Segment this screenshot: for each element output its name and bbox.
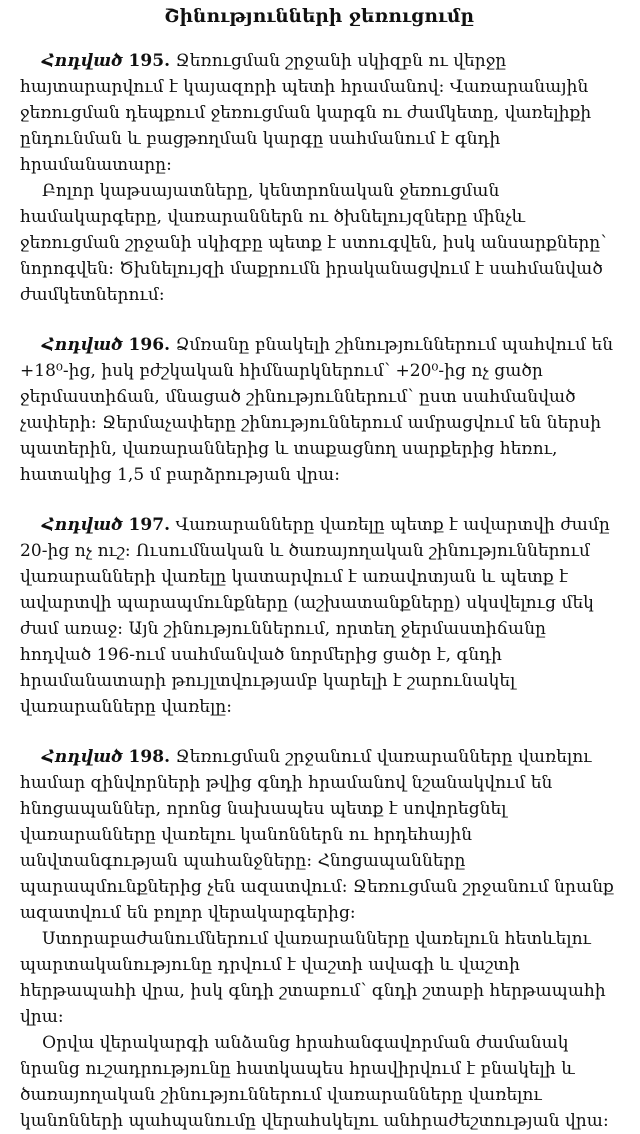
section-title: Շինությունների ջեռուցումը: [164, 6, 474, 27]
article-label: Հոդված: [42, 51, 124, 71]
article-198: [20, 744, 618, 1134]
article-label: Հոդված: [42, 335, 124, 355]
article-195: [20, 48, 618, 308]
article-paragraph: [20, 332, 618, 488]
article-number: 198.: [128, 747, 171, 767]
article-label: Հոդված: [42, 747, 124, 767]
article-number: 196.: [128, 335, 171, 355]
article-paragraph: Բոլոր կաթսայատները, կենտրոնական ջեռուցման համակարգերը, վառարաններն ու ծխնելույզները մինչև ջեռուցման շրջանի սկիզբը պետք է ստուգվեն, իսկ անսարքները՝ նորոգվեն: Ծխնելույզի մաքրումն իրականացվում է սահմանված ժամկետներում:: [20, 181, 607, 305]
article-text: Ջեռուցման շրջանում վառարանները վառելու համար զինվորների թվից գնդի հրամանով նշանակվում են հնոցապաններ, որոնց նախապես պետք է սովորեցնել վառարանները վառելու կանոններն ու հրդեհային անվտանգության պահանջները: Հնոցապանները պարապմունքներից չեն ազատվում: Ջեռուցման շրջանում նրանք ազատվում են բոլոր վերակարգերից:: [20, 747, 614, 923]
article-paragraph: Օրվա վերակարգի անձանց հրահանգավորման ժամանակ նրանց ուշադրությունը հատկապես հրավիրվում է բնակելի և ծառայողական շինություններում վառարանները վառելու կանոնների պահպանումը վերահսկելու անհրաժեշտության վրա:: [20, 1033, 609, 1131]
article-text: Ջեռուցման շրջանի սկիզբն ու վերջը հայտարարվում է կայազորի պետի հրամանով: Վառարանային ջեռուցման դեպքում ջեռուցման կարգն ու ժամկետը, վառելիքի ընդունման և բացթողման կարգը սահմանում է գնդի հրամանատարը:: [20, 51, 592, 175]
article-number: 195.: [128, 51, 171, 71]
article-paragraph: [20, 512, 618, 720]
article-paragraph: [20, 744, 618, 926]
article-197: [20, 512, 618, 720]
article-text: Ձմռանը բնակելի շինություններում պահվում են +18⁰-ից, իսկ բժշկական հիմնարկներում՝ +20⁰-ից ոչ ցածր ջերմաստիճան, մնացած շինություններում՝ ըստ սահմանված չափերի: Ջերմաչափերը շինություններում ամրացվում են ներսի պատերին, վառարաններից և տաքացնող սարքերից հեռու, հատակից 1,5 մ բարձրության վրա:: [20, 335, 614, 485]
article-text: Վառարանները վառելը պետք է ավարտվի ժամը 20-ից ոչ ուշ: Ուսումնական և ծառայողական շինություններում վառարանների վառելը կատարվում է առավոտյան և պետք է ավարտվի պարապմունքները (աշխատանքները) սկսվելուց մեկ ժամ առաջ: Այն շինություններում, որտեղ ջերմաստիճանը հոդված 196-ում սահմանված նորմերից ցածր է, գնդի հրամանատարի թույլտվությամբ կարելի է շարունակել վառարանները վառելը:: [20, 515, 610, 717]
article-label: Հոդված: [42, 515, 124, 535]
article-196: [20, 332, 618, 488]
article-paragraph: [20, 48, 618, 178]
article-paragraph: Ստորաբաժանումներում վառարանները վառելուն հետևելու պարտականությունը դրվում է վաշտի ավագի և վաշտի հերթապահի վրա, իսկ գնդի շտաբում՝ գնդի շտաբի հերթապահի վրա:: [20, 929, 606, 1027]
article-number: 197.: [128, 515, 171, 535]
